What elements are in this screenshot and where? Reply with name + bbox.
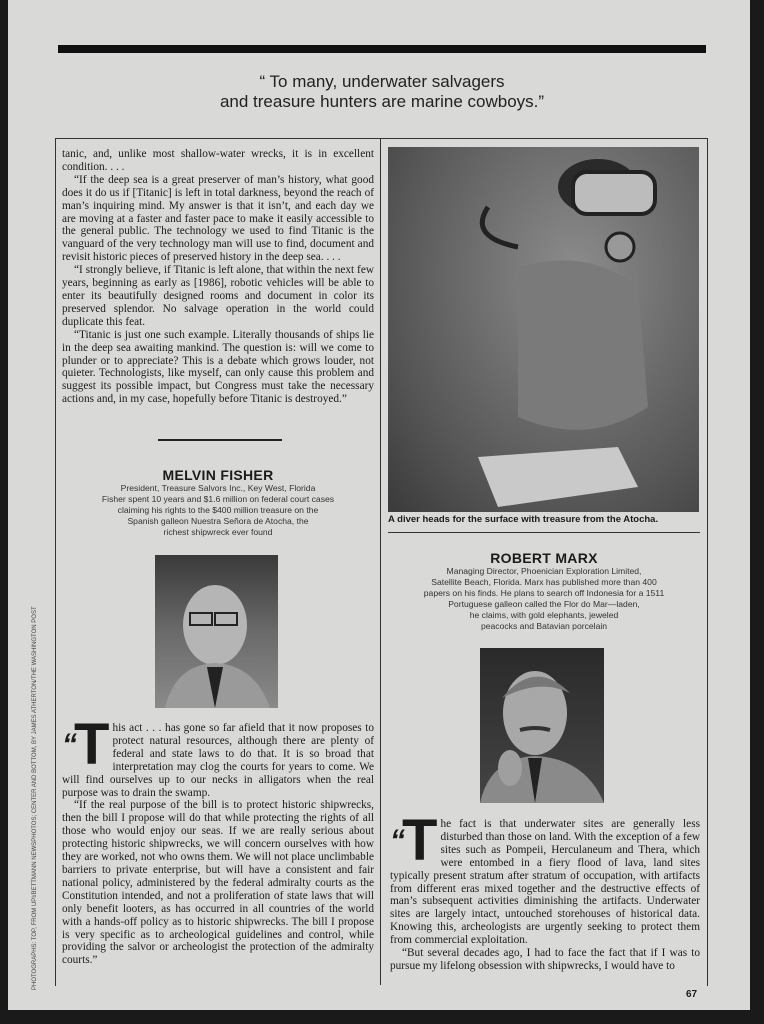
bio-line: claiming his rights to the $400 million treasure on the [117, 505, 319, 515]
caption-rule [388, 532, 700, 533]
diver-photo [388, 147, 699, 512]
fisher-name: MELVIN FISHER [162, 467, 274, 483]
paragraph: “But several decades ago, I had to face the fact that if I was to pursue my lifelong obsession with shipwrecks, I would have to [390, 947, 700, 972]
titanic-quote-text [62, 148, 374, 406]
quote-mark: “ [62, 728, 74, 761]
paragraph: “Titanic is just one such example. Literally thousands of ships lie in the deep sea awaiting mankind. The question is: will we come to plunder or to appreciate? This is a debate which grows louder, not quieter. Technologists, like myself, can only cause this problem and suggest its possible impact, but Congress must take the necessary actions and, in my case, hopefully before Titanic is destroyed.” [62, 328, 374, 406]
photo-credit: PHOTOGRAPHS: TOP, FROM UPI/BETTMANN NEWSPHOTOS; CENTER AND BOTTOM, BY JAMES ATHERTON/THE WASHINGTON POST [32, 606, 38, 990]
paragraph: tanic, and, unlike most shallow-water wrecks, it is in excellent condition. . . . [62, 148, 374, 173]
photo-caption: A diver heads for the surface with treasure from the Atocha. [388, 514, 659, 525]
drop-cap-letter: T [74, 712, 107, 777]
marx-portrait [480, 648, 604, 803]
paragraph: “If the real purpose of the bill is to protect historic shipwrecks, then the bill I propose will do that while protecting the rights of all those who would enjoy our seas. If we are really serious about protecting historic shipwrecks, we will concern ourselves with how they are worked, not who owns them. We will not place unclimbable barriers to private enterprise, but will have a consistent and fair national policy, administered by the federal admiralty courts as the Constitution intended, and not a proliferation of state laws that will only benefit looters, as has occurred in all countries of the world with a hands-off policy as to historic shipwrecks. The bill I propose is very specific as to archeological guidelines and control, while providing the salvor or archeologist the protection of the admiralty courts.” [62, 799, 374, 967]
bio-line: Spanish galleon Nuestra Señora de Atocha, the [127, 516, 309, 526]
bio-line: Fisher spent 10 years and $1.6 million on federal court cases [101, 494, 335, 504]
paragraph: his act . . . has gone so far afield that it now proposes to protect natural resources, although there are plenty of federal and state laws to do that. It is so broad that interpretation may clog the courts for years to come. We will find ourselves up to our necks in alligators when the real purpose was to drain the swamp. [62, 722, 374, 799]
marx-name: ROBERT MARX [490, 550, 598, 566]
bio-line: Managing Director, Phoenician Exploration Limited, [446, 566, 642, 576]
fisher-portrait [155, 555, 278, 708]
pull-quote [58, 72, 706, 112]
bio-line: Portuguese galleon called the Flor do Mar—laden, [448, 599, 640, 609]
drop-cap [62, 712, 107, 777]
bio-line: papers on his finds. He plans to search off Indonesia for a 1511 [423, 588, 665, 598]
diver-figure [388, 147, 699, 512]
quote-mark: “ [390, 824, 402, 857]
paragraph: “I strongly believe, if Titanic is left alone, that within the next few years, beginning as early as [1986], robotic vehicles will be able to enter its beautifully designed rooms and document in color its preserved splendor. No salvage operation in the world could duplicate this feat. [62, 264, 374, 328]
bio-line: peacocks and Batavian porcelain [480, 621, 608, 631]
bio-line: he claims, with gold elephants, jeweled [469, 610, 619, 620]
section-rule [158, 439, 282, 441]
page-number: 67 [686, 989, 698, 1000]
drop-cap-letter: T [402, 808, 435, 873]
marx-bio [388, 550, 700, 632]
bio-line: President, Treasure Salvors Inc., Key West, Florida [120, 483, 316, 493]
column-divider [380, 138, 381, 985]
fisher-bio [62, 467, 374, 538]
portrait-figure [155, 555, 278, 708]
portrait-figure [480, 648, 604, 803]
top-rule [58, 45, 706, 53]
fisher-statement [62, 712, 374, 967]
pull-quote-line: and treasure hunters are marine cowboys.” [219, 92, 545, 111]
bio-line: Satellite Beach, Florida. Marx has published more than 400 [431, 577, 657, 587]
paragraph: he fact is that underwater sites are generally less disturbed than those on land. With the exception of a few sites such as Pompeii, Herculaneum and Thera, which were entombed in a fiery flood of lava, land sites typically present stratum after stratum of occupation, with artifacts from different eras mixed together and the destructive effects of man’s subsequent activities diminishing the artifacts. Underwater sites are largely intact, untouched storehouses of historical data. Knowing this, archeologists are urgently seeking to protect them from commercial exploitation. [390, 818, 700, 947]
paragraph: “If the deep sea is a great preserver of man’s history, what good does it do us if [Titanic] is left in total darkness, beyond the reach of man’s inquiring mind. My answer is that it isn’t, and each day we are moving at a faster and faster pace to make it easily accessible to the general public. The technology we used to find Titanic is the vanguard of the very technology man will use to find, document and revisit historic pieces of preserved history in the deep sea. . . . [62, 173, 374, 264]
marx-statement [390, 808, 700, 973]
pull-quote-line: “ To many, underwater salvagers [259, 72, 505, 91]
drop-cap [390, 808, 435, 873]
bio-line: richest shipwreck ever found [163, 527, 273, 537]
